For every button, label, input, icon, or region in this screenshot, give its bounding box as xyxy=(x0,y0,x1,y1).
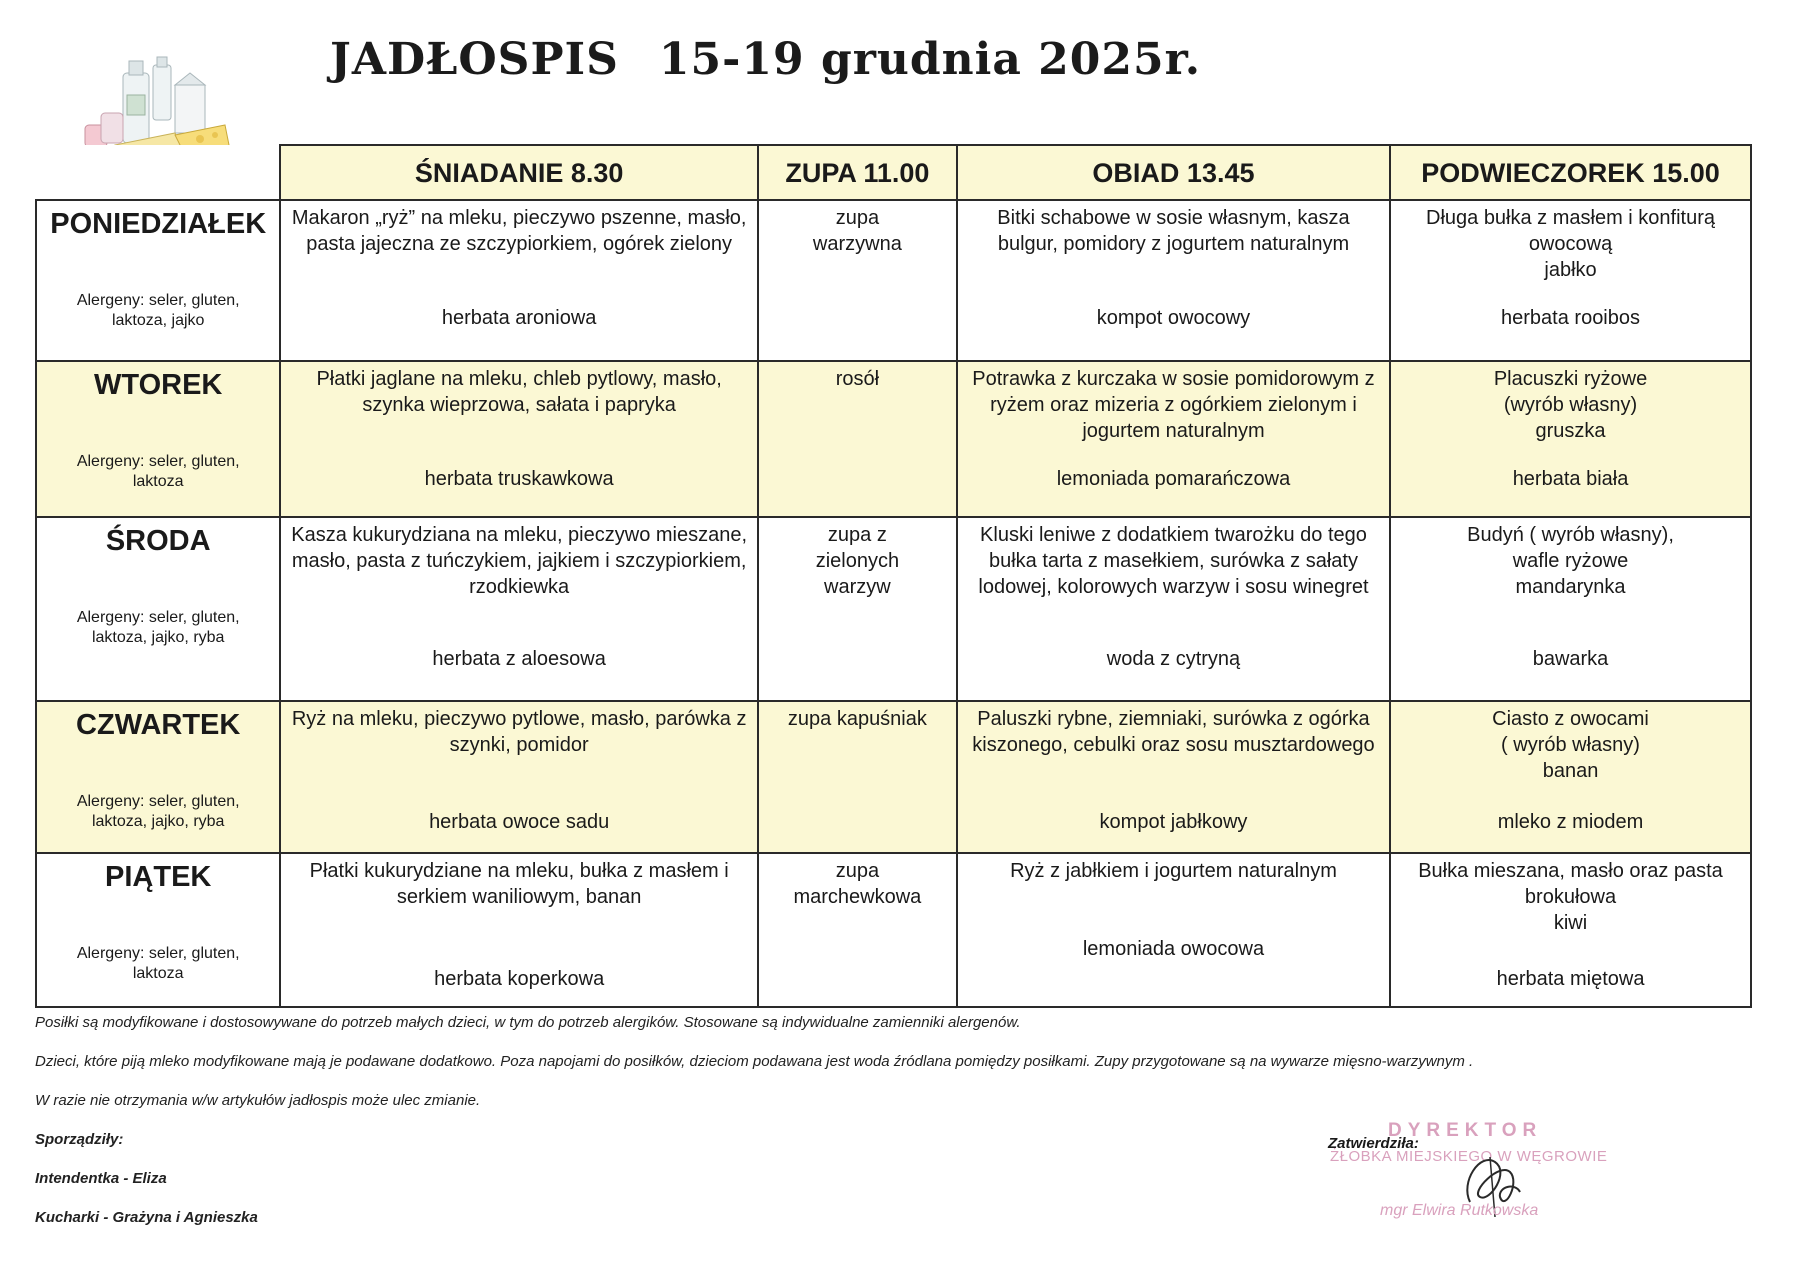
breakfast-meal: Makaron „ryż” na mleku, pieczywo pszenne, masło, pasta jajeczna ze szczypiorkiem, ogórek zielony xyxy=(291,207,747,255)
snack-drink: herbata biała xyxy=(1512,468,1629,490)
header-soup: ZUPA 11.00 xyxy=(758,145,957,200)
lunch-drink: lemoniada pomarańczowa xyxy=(1056,468,1291,490)
day-name: WTOREK xyxy=(94,369,223,401)
lunch-drink: woda z cytryną xyxy=(1106,648,1241,670)
day-row-thursday xyxy=(36,701,1751,853)
day-name: PONIEDZIAŁEK xyxy=(50,208,267,240)
breakfast-meal: Kasza kukurydziana na mleku, pieczywo mieszane, masło, pasta z tuńczykiem, jajkiem i szczypiorkiem, rzodkiewka xyxy=(291,524,748,598)
prepared-by-label: Sporządziły: xyxy=(35,1131,124,1148)
lunch-cell xyxy=(957,361,1390,517)
snack-drink: bawarka xyxy=(1532,648,1609,670)
breakfast-cell xyxy=(280,361,757,517)
soup-cell: zupa z zielonych warzyw xyxy=(758,517,957,701)
lunch-cell xyxy=(957,200,1390,361)
day-name: PIĄTEK xyxy=(105,861,212,893)
snack-cell xyxy=(1390,701,1751,853)
header-snack: PODWIECZOREK 15.00 xyxy=(1390,145,1751,200)
title-main: JADŁOSPIS xyxy=(330,34,619,85)
snack-cell xyxy=(1390,853,1751,1007)
day-name: CZWARTEK xyxy=(76,709,241,741)
stamp-title: DYREKTOR xyxy=(1388,1120,1543,1141)
day-row-friday xyxy=(36,853,1751,1007)
breakfast-cell xyxy=(280,853,757,1007)
allergens-note: Alergeny: seler, gluten, laktoza xyxy=(76,945,240,982)
stamp-institution: ŻŁOBKA MIEJSKIEGO W WĘGROWIE xyxy=(1330,1148,1608,1165)
approval-stamp xyxy=(1320,1120,1640,1230)
snack-meal: Długa bułka z masłem i konfiturą owocową jabłko xyxy=(1426,207,1716,281)
snack-drink: herbata rooibos xyxy=(1501,307,1640,329)
lunch-drink: lemoniada owocowa xyxy=(1082,938,1265,960)
breakfast-cell xyxy=(280,200,757,361)
lunch-drink: kompot owocowy xyxy=(1096,307,1251,329)
lunch-cell xyxy=(957,701,1390,853)
lunch-cell xyxy=(957,853,1390,1007)
snack-cell xyxy=(1390,517,1751,701)
lunch-drink: kompot jabłkowy xyxy=(1099,811,1248,833)
day-cell xyxy=(36,701,280,853)
lunch-meal: Ryż z jabłkiem i jogurtem naturalnym xyxy=(1010,860,1337,882)
breakfast-meal: Płatki kukurydziane na mleku, bułka z masłem i serkiem waniliowym, banan xyxy=(309,860,729,908)
header-row xyxy=(36,145,1751,200)
soup-cell: zupa warzywna xyxy=(758,200,957,361)
soup-cell: zupa marchewkowa xyxy=(758,853,957,1007)
snack-cell xyxy=(1390,361,1751,517)
breakfast-meal: Płatki jaglane na mleku, chleb pytlowy, masło, szynka wieprzowa, sałata i papryka xyxy=(316,368,722,416)
allergens-note: Alergeny: seler, gluten, laktoza, jajko, ryba xyxy=(76,609,240,646)
note-line-1: Posiłki są modyfikowane i dostosowywane do potrzeb małych dzieci, w tym do potrzeb alergików. Stosowane są indywidualne zamienniki alergenów. xyxy=(35,1014,1021,1031)
soup-cell: rosół xyxy=(758,361,957,517)
soup-cell: zupa kapuśniak xyxy=(758,701,957,853)
day-cell xyxy=(36,517,280,701)
note-line-2: Dzieci, które piją mleko modyfikowane mają je podawane dodatkowo. Poza napojami do posiłków, dzieciom podawana jest woda źródlana pomiędzy posiłkami. Zupy przygotowane są na wywarze mięsno-warzywnym . xyxy=(35,1053,1474,1070)
day-cell xyxy=(36,200,280,361)
snack-drink: herbata miętowa xyxy=(1496,968,1645,990)
corner-cell xyxy=(36,145,280,200)
lunch-meal: Potrawka z kurczaka w sosie pomidorowym z ryżem oraz mizeria z ogórkiem zielonym i jogurtem naturalnym xyxy=(972,368,1375,442)
snack-meal: Budyń ( wyrób własny), wafle ryżowe mandarynka xyxy=(1467,524,1674,598)
allergens-note: Alergeny: seler, gluten, laktoza, jajko, ryba xyxy=(76,793,240,830)
snack-meal: Ciasto z owocami ( wyrób własny) banan xyxy=(1492,708,1649,782)
day-row-monday xyxy=(36,200,1751,361)
day-cell xyxy=(36,361,280,517)
allergens-note: Alergeny: seler, gluten, laktoza xyxy=(76,453,240,490)
snack-drink: mleko z miodem xyxy=(1497,811,1644,833)
lunch-cell xyxy=(957,517,1390,701)
day-cell xyxy=(36,853,280,1007)
breakfast-meal: Ryż na mleku, pieczywo pytlowe, masło, parówka z szynki, pomidor xyxy=(291,708,747,756)
stamp-person: mgr Elwira Rutkowska xyxy=(1380,1202,1539,1219)
day-name: ŚRODA xyxy=(105,525,211,557)
lunch-meal: Kluski leniwe z dodatkiem twarożku do tego bułka tarta z masełkiem, surówka z sałaty lodowej, kolorowych warzyw i sosu winegret xyxy=(978,524,1369,598)
lunch-meal: Bitki schabowe w sosie własnym, kasza bulgur, pomidory z jogurtem naturalnym xyxy=(997,207,1350,255)
title-dates: 15-19 grudnia 2025r. xyxy=(658,34,1202,85)
snack-cell xyxy=(1390,200,1751,361)
cooks-names: Kucharki - Grażyna i Agnieszka xyxy=(35,1209,258,1226)
breakfast-drink: herbata owoce sadu xyxy=(429,811,610,833)
snack-meal: Placuszki ryżowe (wyrób własny) gruszka xyxy=(1493,368,1648,442)
header-breakfast: ŚNIADANIE 8.30 xyxy=(280,145,757,200)
menu-table xyxy=(35,144,1752,1008)
lunch-meal: Paluszki rybne, ziemniaki, surówka z ogórka kiszonego, cebulki oraz sosu musztardowego xyxy=(972,708,1375,756)
breakfast-drink: herbata truskawkowa xyxy=(424,468,614,490)
breakfast-drink: herbata z aloesowa xyxy=(432,648,606,670)
intendant-name: Intendentka - Eliza xyxy=(35,1170,167,1187)
breakfast-drink: herbata aroniowa xyxy=(441,307,597,329)
breakfast-drink: herbata koperkowa xyxy=(434,968,605,990)
day-row-tuesday xyxy=(36,361,1751,517)
note-line-3: W razie nie otrzymania w/w artykułów jadłospis może ulec zmianie. xyxy=(35,1092,481,1109)
breakfast-cell xyxy=(280,701,757,853)
day-row-wednesday xyxy=(36,517,1751,701)
header-lunch: OBIAD 13.45 xyxy=(957,145,1390,200)
page-title xyxy=(330,34,1201,85)
approved-by-label: Zatwierdziła: xyxy=(1328,1135,1419,1152)
breakfast-cell xyxy=(280,517,757,701)
snack-meal: Bułka mieszana, masło oraz pasta brokułowa kiwi xyxy=(1418,860,1723,934)
allergens-note: Alergeny: seler, gluten, laktoza, jajko xyxy=(76,292,240,329)
